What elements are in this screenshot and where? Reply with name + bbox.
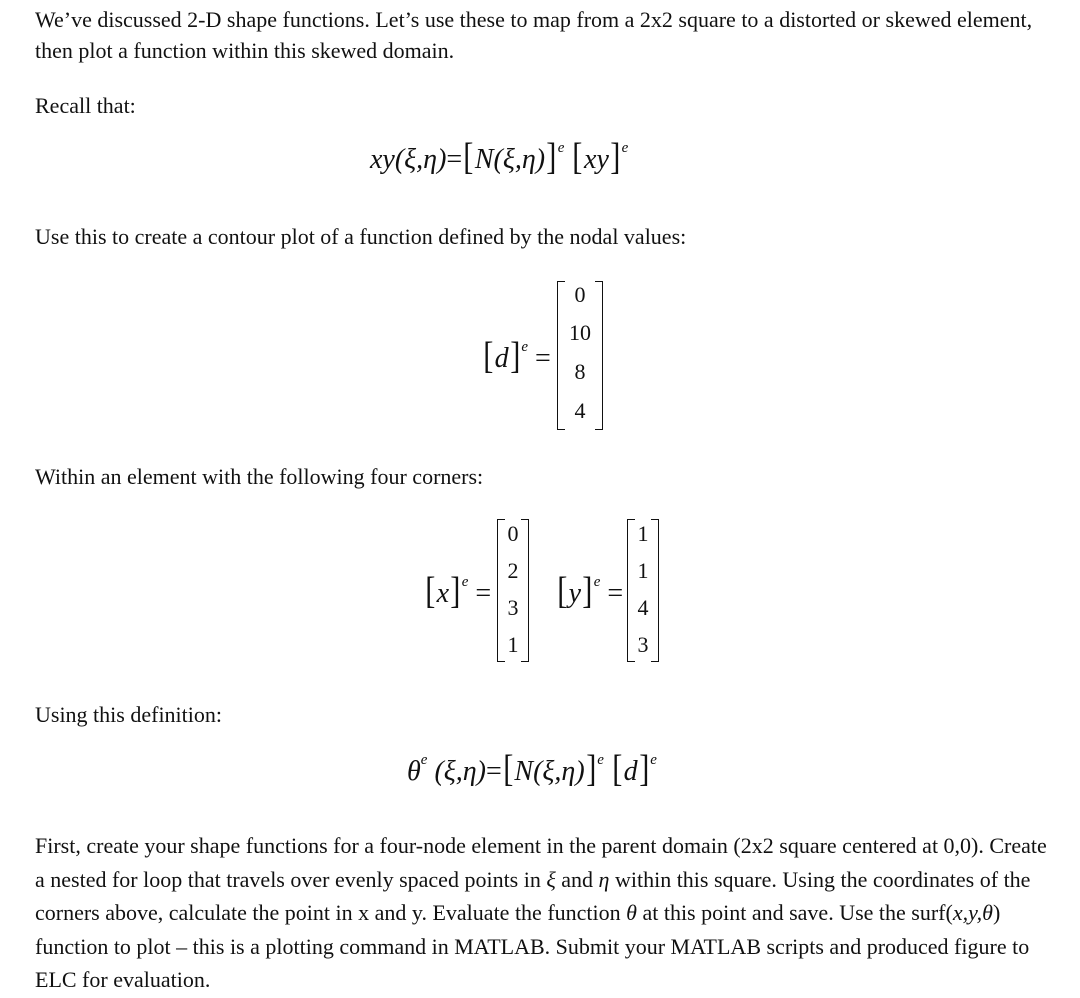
d-vector [557,281,603,430]
x-sup-e: e [461,573,469,590]
eq2-args: (ξ,η) [434,756,486,787]
using-definition-label: Using this definition: [35,702,222,727]
eq1-sup-e2: e [621,139,629,156]
d-label: d [494,343,509,374]
instr-and: and [555,866,599,892]
eq2-sup-e3: e [650,751,657,768]
use-this-paragraph: Use this to create a contour plot of a function defined by the nodal values: [35,224,687,249]
eq1-args: (ξ,η) [394,144,447,175]
y-label: y [568,578,582,609]
instr-theta: θ [626,900,637,925]
eq2-sup-e: e [420,751,428,768]
within-paragraph: Within an element with the following four corners: [35,464,484,489]
eq1-sup-e: e [557,139,565,156]
x-value: 1 [507,632,519,657]
x-vector-label: $[x]^e$ = [425,570,492,612]
y-value: 1 [637,521,649,546]
instr-part1: First, create your shape functions for a four-node element in the parent domain (2x2 square centered at 0,0). Create a nested for loop that travels over evenly spaced points in [35,833,1047,892]
eq2-theta: θ [407,756,421,787]
d-vector-label: $[d]^e$ = [483,335,551,377]
eq1-rhs: xy [584,144,609,175]
intro-paragraph: We’ve discussed 2-D shape functions. Let’s use these to map from a 2x2 square to a distorted or skewed element, then plot a function within this skewed domain. [35,7,1033,63]
d-value: 8 [574,359,586,384]
eq2-sup-e2: e [597,751,604,768]
instructions-paragraph [35,829,1055,997]
eq2-args-inner: (ξ,η) [533,756,585,787]
d-sup-e: e [521,338,528,355]
y-vector-label: $[y]^e$ = [557,570,624,612]
x-label: x [436,578,450,609]
d-value: 10 [569,320,591,345]
eq1-args-inner: (ξ,η) [493,144,546,175]
equation-xy-mapping: $xy(\xi,\eta)=[N(\xi,\eta)]^e$ [xy]$^e$ [370,136,629,178]
y-value: 1 [637,558,649,583]
instr-xi: ξ [546,866,556,892]
instr-part3: at this point and save. Use the surf( [636,900,953,925]
eq2-N: N [514,756,534,787]
instr-part4: ) function to plot – this is a plotting command in MATLAB. Submit your MATLAB scripts and produced figure to ELC for evaluation. [35,900,1030,992]
y-value: 3 [637,632,649,657]
eq2-equals: = [485,756,502,787]
y-vector [627,519,659,662]
x-value: 3 [507,595,519,620]
y-value: 4 [637,595,649,620]
instr-part2: within this square. Using the coordinates of the corners above, calculate the point in x and y. Evaluate the function [35,866,1031,925]
d-value: 4 [574,398,586,423]
instr-eta: η [598,866,610,892]
y-sup-e: e [593,573,601,590]
equation-theta: $\theta^e$ $(\xi,\eta)=[N(\xi,\eta)]^e$ $[d]^e$ [407,748,657,790]
x-value: 2 [507,558,519,583]
eq1-N: N [474,144,494,175]
instr-surf-args: x,y,θ [952,900,993,925]
eq2-d: d [623,756,638,787]
recall-label: Recall that: [35,93,136,118]
eq1-equals: = [446,144,463,175]
eq1-lhs: xy [370,144,395,175]
x-vector [497,519,529,662]
x-value: 0 [507,521,519,546]
d-value: 0 [574,282,586,307]
